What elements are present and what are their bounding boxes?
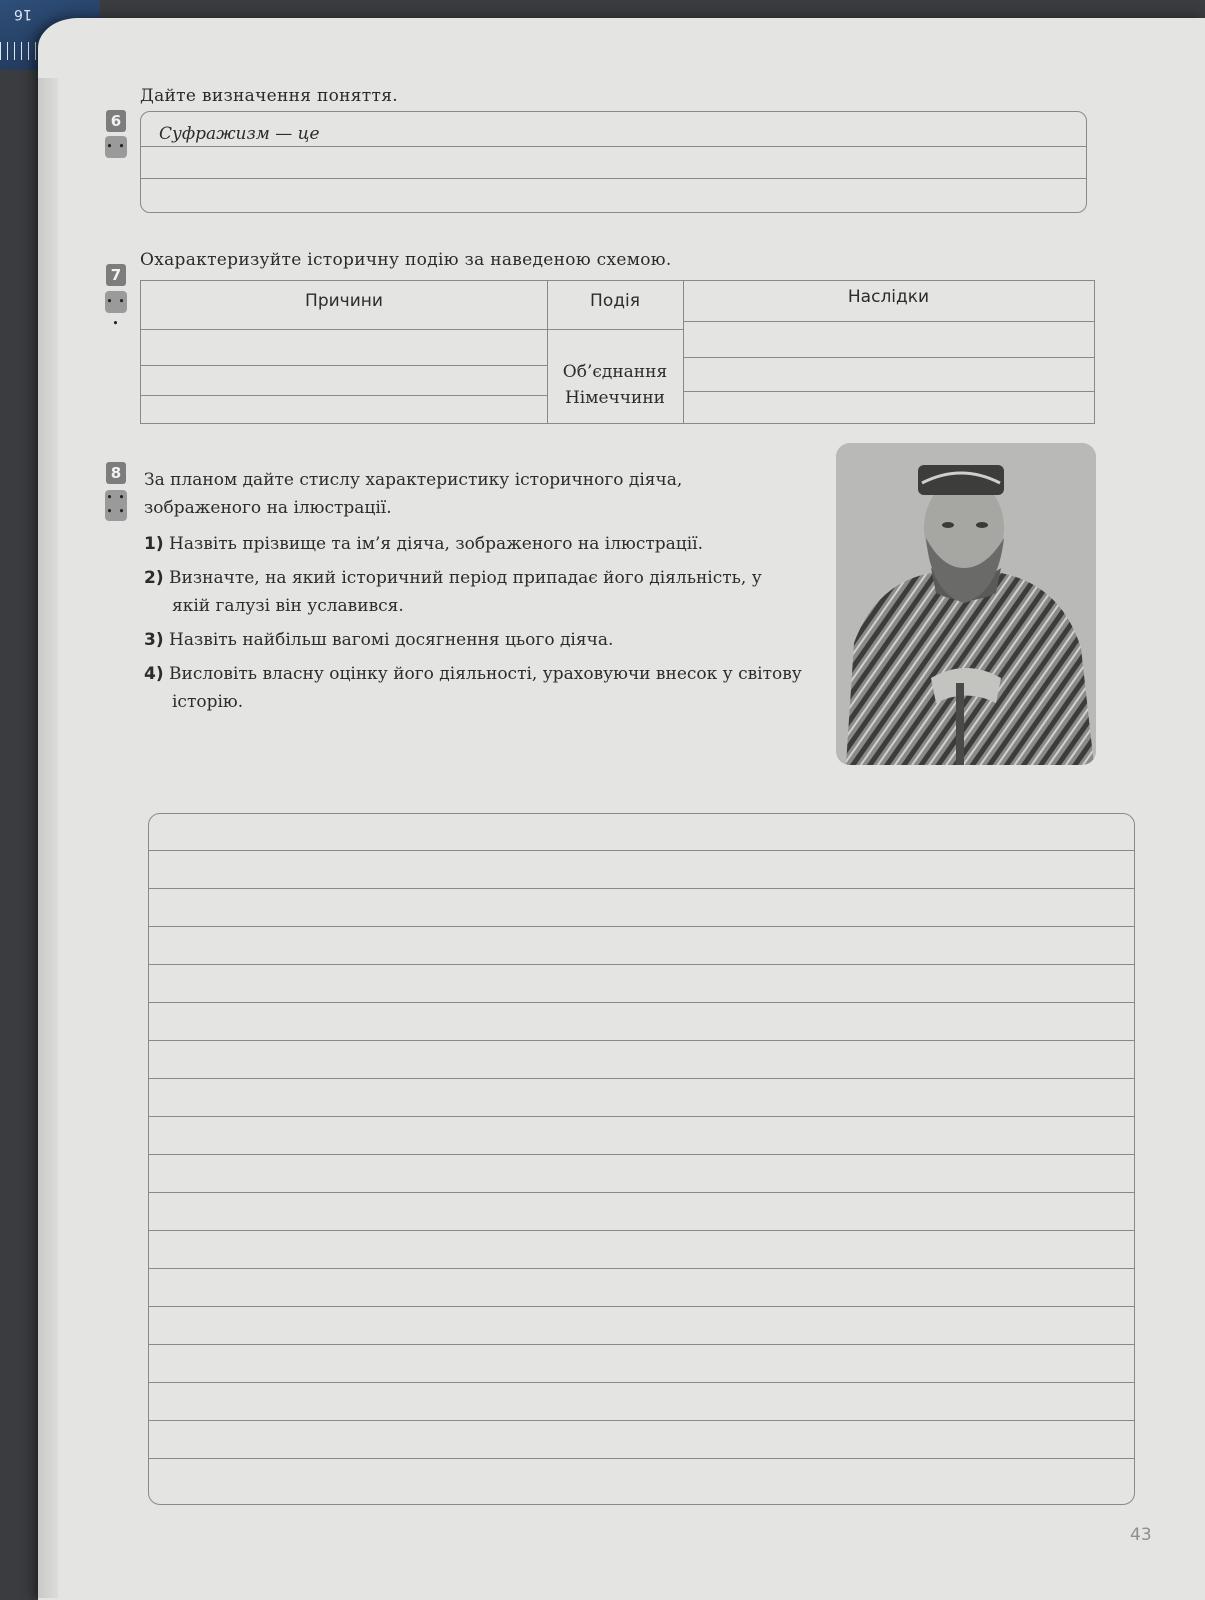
answer-line	[141, 365, 547, 366]
task-7-difficulty-icon: • • •	[105, 291, 127, 313]
answer-line	[149, 1040, 1134, 1041]
task-6-difficulty-icon: • •	[105, 136, 127, 158]
answer-line	[149, 1344, 1134, 1345]
ruler-label: 16	[14, 6, 32, 22]
plan-item-text: Висловіть власну оцінку його діяльності, ураховуючи внесок у світову історію.	[169, 664, 802, 712]
event-name-line-1: Об’єднання	[562, 362, 668, 382]
task-7-number: 7	[106, 264, 126, 286]
event-name	[547, 359, 683, 411]
task-8-number: 8	[106, 462, 126, 484]
causes-header: Причини	[305, 291, 383, 311]
historical-figure-portrait	[836, 443, 1096, 765]
answer-line	[141, 395, 547, 396]
plan-item-text: Визначте, на який історичний період припадає його діяльність, у якій галузі він уславився.	[169, 568, 762, 616]
essay-answer-box[interactable]	[148, 813, 1135, 1505]
page-number: 43	[1130, 1525, 1152, 1545]
plan-item-number: 2)	[144, 568, 164, 588]
plan-item-number: 4)	[144, 664, 164, 684]
plan-item	[144, 564, 804, 620]
plan-item-text: Назвіть найбільш вагомі досягнення цього діяча.	[169, 630, 614, 650]
answer-line	[149, 964, 1134, 965]
causes-column[interactable]	[141, 281, 547, 423]
answer-line	[149, 1382, 1134, 1383]
answer-line	[149, 1078, 1134, 1079]
answer-line	[149, 1458, 1134, 1459]
plan-item	[144, 660, 804, 716]
portrait-illustration	[836, 443, 1096, 765]
task-8-intro: За планом дайте стислу характеристику історичного діяча, зображеного на ілюстрації.	[144, 470, 683, 518]
task-7-title: Охарактеризуйте історичну подію за наведеною схемою.	[140, 250, 672, 270]
consequences-header: Наслідки	[847, 287, 930, 307]
answer-line	[149, 1002, 1134, 1003]
plan-item	[144, 626, 804, 654]
answer-line	[683, 391, 1094, 392]
task-6-number: 6	[106, 110, 126, 132]
answer-line	[149, 1306, 1134, 1307]
answer-line	[141, 329, 547, 330]
answer-line	[149, 1230, 1134, 1231]
answer-line	[149, 850, 1134, 851]
answer-line	[149, 1268, 1134, 1269]
workbook-page	[38, 18, 1205, 1600]
plan-item-number: 3)	[144, 630, 164, 650]
answer-line	[149, 1192, 1134, 1193]
header-line	[547, 329, 683, 330]
plan-item	[144, 530, 804, 558]
event-column	[547, 281, 683, 423]
consequences-column[interactable]	[683, 281, 1094, 423]
page-margin-strip	[38, 78, 58, 1598]
answer-line	[149, 1154, 1134, 1155]
task-8-difficulty-icon: • • • •	[105, 490, 127, 521]
task-8-text	[144, 466, 804, 722]
answer-line	[149, 926, 1134, 927]
event-schema-table	[140, 280, 1095, 424]
answer-line	[683, 357, 1094, 358]
event-name-line-2: Німеччини	[564, 388, 666, 408]
answer-line	[149, 1420, 1134, 1421]
answer-line	[149, 1116, 1134, 1117]
event-header: Подія	[590, 291, 640, 311]
plan-item-number: 1)	[144, 534, 164, 554]
plan-item-text: Назвіть прізвище та ім’я діяча, зображеного на ілюстрації.	[169, 534, 703, 554]
answer-line	[149, 888, 1134, 889]
answer-line	[141, 146, 1086, 147]
definition-term: Суфражизм — це	[159, 124, 320, 144]
task-8-plan-list	[144, 530, 804, 716]
answer-line	[141, 178, 1086, 179]
task-6-title: Дайте визначення поняття.	[140, 86, 398, 106]
definition-answer-box[interactable]	[140, 111, 1087, 213]
answer-line	[683, 321, 1094, 322]
